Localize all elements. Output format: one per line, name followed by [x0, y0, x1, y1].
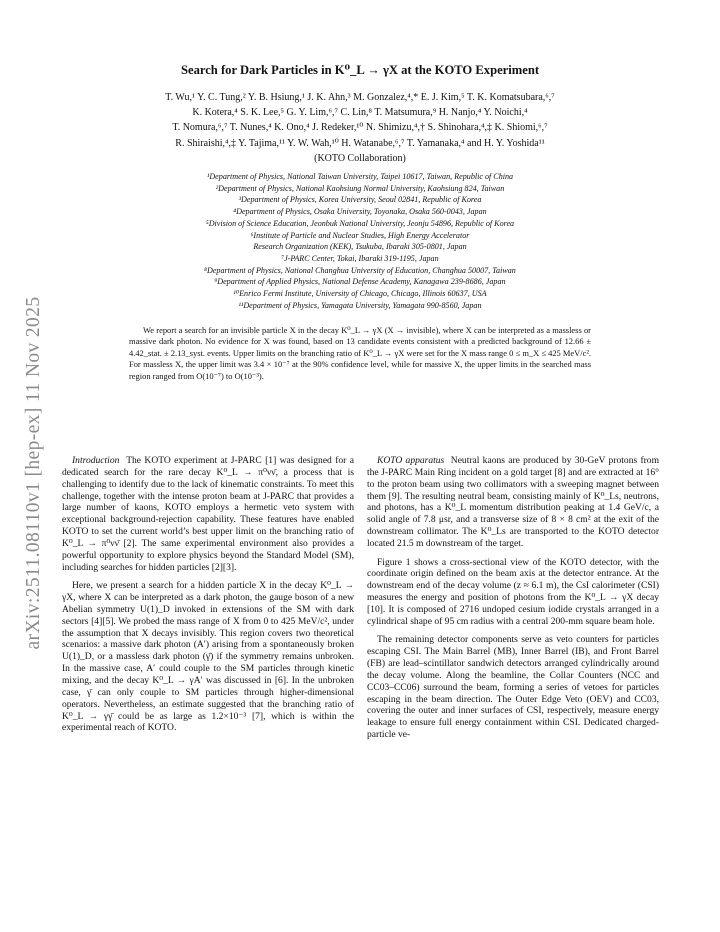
author-line: T. Nomura,⁶,⁷ T. Nunes,⁴ K. Ono,⁴ J. Redeker,¹⁰ N. Shimizu,⁴,† S. Shinohara,⁴,‡ K. Shiomi,⁶,⁷ — [172, 122, 548, 134]
right-column — [367, 455, 659, 748]
affiliation-line: Research Organization (KEK), Tsukuba, Ibaraki 305-0801, Japan — [253, 242, 467, 252]
affiliation-line: ¹Department of Physics, National Taiwan University, Taipei 10617, Taiwan, Republic of China — [206, 172, 514, 181]
arxiv-identifier: arXiv:2511.08110v1 [hep-ex] 11 Nov 2025 — [23, 296, 44, 650]
author-line: T. Wu,¹ Y. C. Tung,² Y. B. Hsiung,¹ J. K. Ahn,³ M. Gonzalez,⁴,* E. J. Kim,⁵ T. K. Komatsubara,⁶,⁷ — [165, 92, 555, 103]
affiliation-list — [62, 171, 658, 311]
affiliation-line: ⁵Division of Science Education, Jeonbuk National University, Jeonju 54896, Republic of Korea — [205, 218, 515, 228]
affiliation-line: ¹⁰Enrico Fermi Institute, University of Chicago, Chicago, Illinois 60637, USA — [233, 289, 487, 299]
author-line: R. Shiraishi,⁴,‡ Y. Tajima,¹¹ Y. W. Wah,¹⁰ H. Watanabe,⁶,⁷ T. Yamanaka,⁴ and H. Y. Yoshida¹¹ — [175, 137, 545, 149]
paragraph — [367, 634, 659, 741]
paragraph-text: Neutral kaons are produced by 30-GeV protons from the J-PARC Main Ring incident on a gold target [8] and are extracted at 16° to the proton beam using two collimators with a sweeping magnet between them [9]. The resulting neutral beam, consisting mainly of K⁰_Ls, neutrons, and photons, has a K⁰_L momentum distribution peaking at 1.4 GeV/c, a solid angle of 7.8 μsr, and a transverse size of 8 × 8 cm² at the exit of the downstream collimator. The K⁰_Ls are transported to the KOTO detector located 21.5 m downstream of the target. — [367, 455, 659, 549]
paragraph-text: Figure 1 shows a cross-sectional view of the KOTO detector, with the coordinate origin defined on the beam axis at the detector entrance. At the downstream end of the decay volume (z ≈ 6.1 m), the CsI calorimeter (CSI) measures the energy and position of photons from the K⁰_L → γX decay [10]. It is composed of 2716 undoped cesium iodide crystals arranged in a cylindrical shape of 95 cm radius with a central 200-mm square beam hole. — [367, 556, 659, 627]
affiliation-line: ³Department of Physics, Korea University, Seoul 02841, Republic of Korea — [238, 195, 482, 205]
paper-title: Search for Dark Particles in K⁰_L → γX at the KOTO Experiment — [180, 63, 540, 77]
paragraph-text: Here, we present a search for a hidden particle X in the decay K⁰_L → γX, where X can be interpreted as a dark photon, the gauge boson of a new Abelian symmetry U(1)_D invoked in extensions of the SM with dark sectors [4][5]. We probed the mass range of X from 0 to 425 MeV/c², under the assumption that X decays invisibly. This region covers two theoretical scenarios: a massive dark photon (A′) arising from a spontaneously broken U(1)_D, or a massless dark photon (γ̄) if the symmetry remains unbroken. In the massive case, A′ could couple to the SM particles through kinetic mixing, and the decay K⁰_L → γA′ was discussed in [6]. In the unbroken case, γ̄ can only couple to SM particles through higher-dimensional operators. Nevertheless, an estimate suggested that the branching ratio of K⁰_L → γγ̄ could be as large as 1.2×10⁻³ [7], which is within the experimental reach of KOTO. — [62, 580, 354, 734]
affiliation-line: ⁹Department of Applied Physics, National Defense Academy, Kanagawa 239-8686, Japan — [214, 277, 506, 287]
paragraph — [367, 455, 659, 550]
section-lead-introduction: Introduction — [72, 455, 120, 466]
paragraph-text: The KOTO experiment at J-PARC [1] was designed for a dedicated search for the rare decay K⁰_L → π⁰νν̄, a process that is challenging to identify due to the lack of kinematic constraints. To meet this challenge, together with the intense proton beam at J-PARC that provides a large number of kaons, KOTO employs a hermetic veto system with exceptional background-rejection capability. These features have enabled KOTO to set the current world’s best upper limit on the branching ratio of K⁰_L → π⁰νν̄ [2]. The same experimental environment also provides a powerful opportunity to explore physics beyond the Standard Model (SM), including searches for hidden particles [2][3]. — [62, 455, 354, 573]
affiliation-line: ²Department of Physics, National Kaohsiung Normal University, Kaohsiung 824, Taiwan — [215, 183, 505, 193]
section-lead-apparatus: KOTO apparatus — [377, 455, 445, 466]
collaboration-name: (KOTO Collaboration) — [314, 152, 406, 164]
affiliation-line: ⁶Institute of Particle and Nuclear Studies, High Energy Accelerator — [250, 230, 470, 240]
paragraph — [367, 557, 659, 628]
left-column — [62, 455, 354, 741]
paragraph-text: The remaining detector components serve as veto counters for particles escaping CSI. The Main Barrel (MB), Inner Barrel (IB), and Front Barrel (FB) are lead–scintillator sandwich detectors arranged cylindrically around the decay volume. Along the beamline, the Collar Counters (NCC and CC03–CC06) surround the beam, forming a series of vetoes for particles escaping in the beam direction. The Outer Edge Veto (OEV) and CC03, covering the outer and inner surfaces of CSI, respectively, measure energy leakage to ensure full energy containment within CSI. Dedicated charged-particle ve- — [367, 634, 659, 741]
paragraph — [62, 580, 354, 734]
author-line: K. Kotera,⁴ S. K. Lee,⁵ G. Y. Lim,⁶,⁷ C. Lin,⁸ T. Matsumura,⁹ H. Nanjo,⁴ Y. Noichi,⁴ — [192, 107, 528, 119]
author-list — [62, 90, 658, 166]
affiliation-line: ⁸Department of Physics, National Changhua University of Education, Changhua 50007, Taiwan — [204, 265, 516, 275]
abstract-text: We report a search for an invisible particle X in the decay K⁰_L → γX (X → invisible), where X can be interpreted as a massless or massive dark photon. No evidence for X was found, based on 13 candidate events consistent with a predicted background of 12.66 ± 4.42_stat. ± 2.13_syst. events. Upper limits on the branching ratio of K⁰_L → γX were set for the X mass range 0 ≤ m_X ≤ 425 MeV/c². For massless X, the upper limit was 3.4 × 10⁻⁷ at the 90% confidence level, while for massive X, the upper limits in the searched mass region ranged from O(10⁻⁷) to O(10⁻³). — [129, 325, 591, 381]
abstract — [129, 325, 591, 382]
affiliation-line: ⁴Department of Physics, Osaka University, Toyonaka, Osaka 560-0043, Japan — [233, 207, 487, 217]
paragraph — [62, 455, 354, 573]
affiliation-line: ⁷J-PARC Center, Tokai, Ibaraki 319-1195, Japan — [281, 253, 439, 263]
affiliation-line: ¹¹Department of Physics, Yamagata University, Yamagata 990-8560, Japan — [238, 300, 482, 310]
